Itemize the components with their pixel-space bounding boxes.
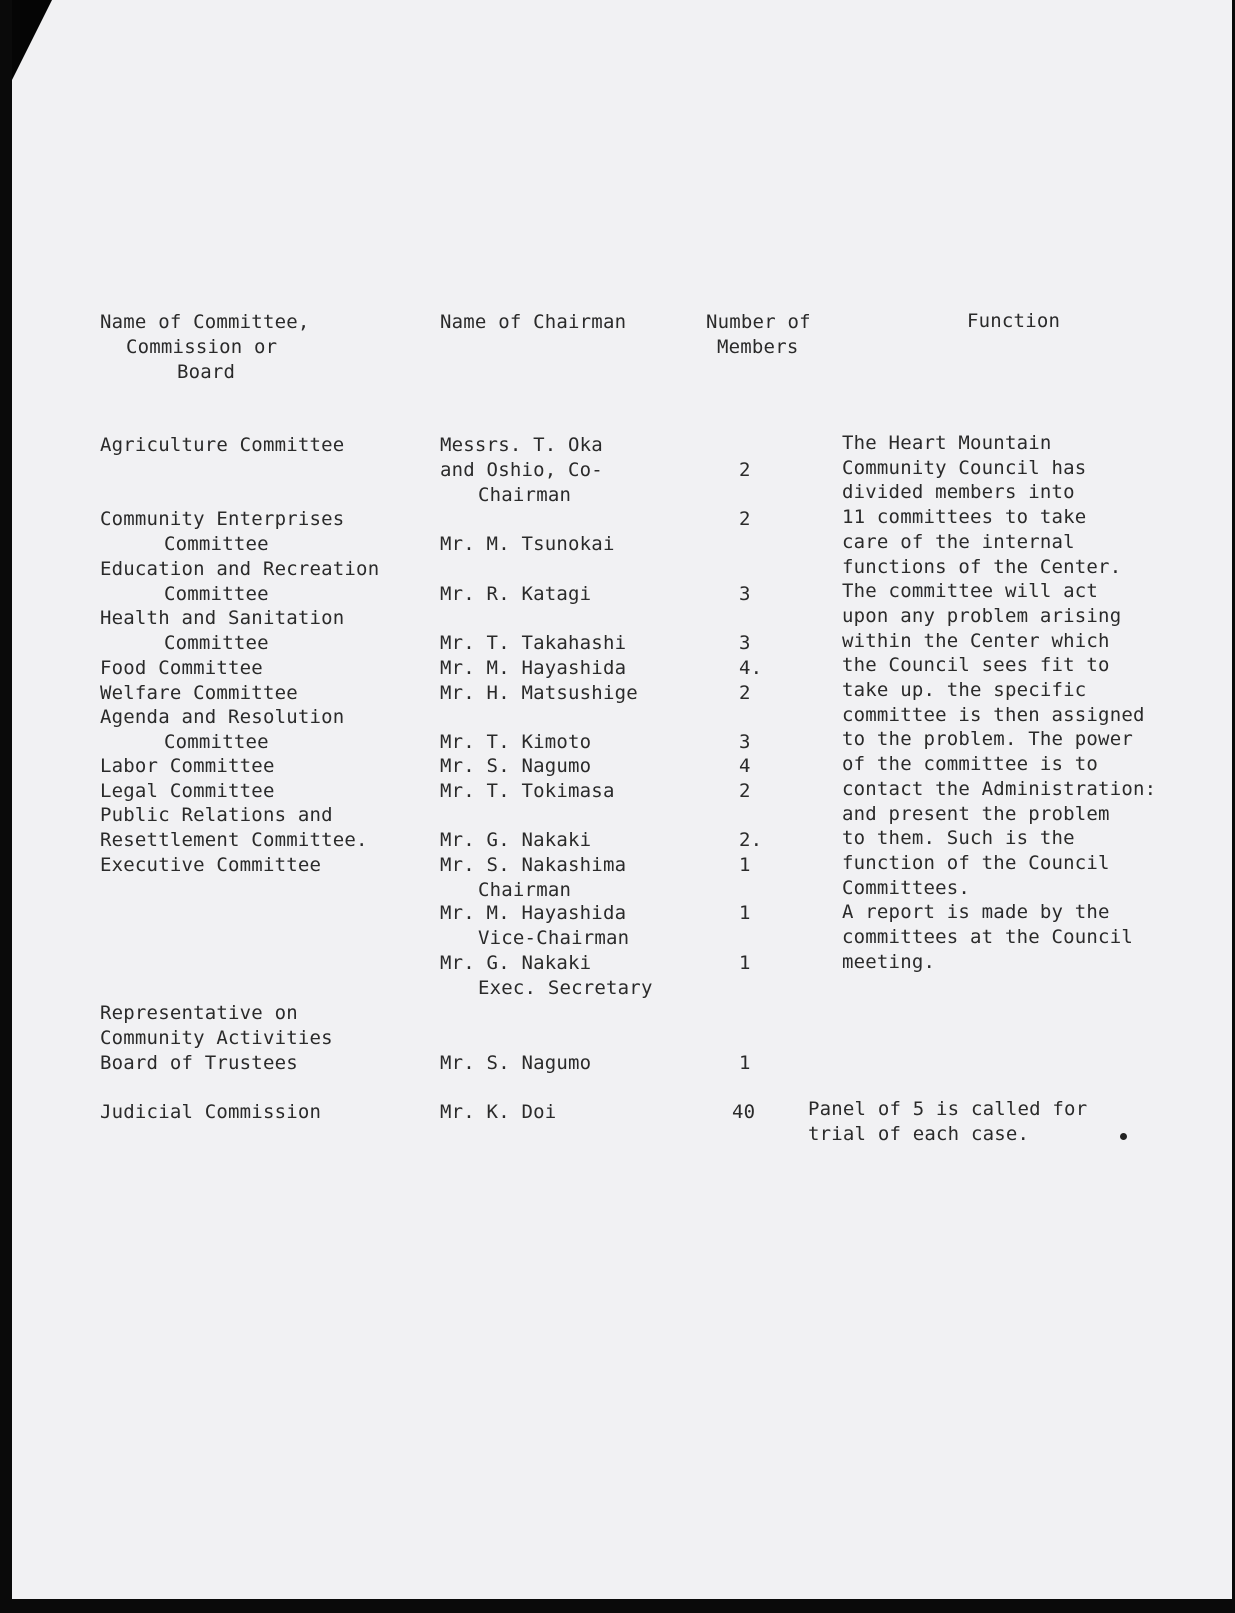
- committee-name: Committee: [164, 583, 269, 605]
- committee-name: Education and Recreation: [100, 558, 380, 580]
- function-line: committee is then assigned: [842, 704, 1145, 726]
- member-count: 1: [739, 952, 751, 974]
- function-line: upon any problem arising: [842, 605, 1122, 627]
- member-count: 1: [739, 902, 751, 924]
- chairman-name: Mr. H. Matsushige: [440, 682, 638, 704]
- committee-name: Board of Trustees: [100, 1052, 298, 1074]
- header-members-line-2: Members: [717, 336, 799, 358]
- committee-name: Executive Committee: [100, 854, 322, 876]
- function-line: to them. Such is the: [842, 827, 1075, 849]
- committee-name: Legal Committee: [100, 780, 275, 802]
- ink-speck: [1120, 1133, 1127, 1140]
- chairman-name: Mr. G. Nakaki: [440, 829, 592, 851]
- committee-name: Labor Committee: [100, 755, 275, 777]
- header-members-line-1: Number of: [706, 311, 811, 333]
- committee-name: Agenda and Resolution: [100, 706, 345, 728]
- committee-name: Welfare Committee: [100, 682, 298, 704]
- header-function: Function: [967, 310, 1061, 332]
- chairman-name: Mr. S. Nagumo: [440, 1052, 592, 1074]
- function-line: care of the internal: [842, 531, 1075, 553]
- chairman-name: Mr. K. Doi: [440, 1101, 557, 1123]
- function-text: Panel of 5 is called for: [808, 1098, 1088, 1120]
- function-line: to the problem. The power: [842, 728, 1133, 750]
- header-name-line-2: Commission or: [126, 336, 278, 358]
- function-line: The committee will act: [842, 580, 1099, 602]
- member-count: 40: [732, 1101, 756, 1123]
- member-count: 2: [739, 508, 751, 530]
- committee-name: Representative on: [100, 1002, 298, 1024]
- chairman-name: Mr. G. Nakaki: [440, 952, 592, 974]
- member-count: 3: [739, 583, 751, 605]
- member-count: 4.: [739, 657, 763, 679]
- function-line: divided members into: [842, 481, 1075, 503]
- function-line: and present the problem: [842, 803, 1110, 825]
- committee-name: Judicial Commission: [100, 1101, 322, 1123]
- chairman-name: Mr. M. Hayashida: [440, 902, 627, 924]
- committee-name: Health and Sanitation: [100, 607, 345, 629]
- chairman-name: Mr. M. Tsunokai: [440, 533, 615, 555]
- header-name-line-3: Board: [177, 361, 236, 383]
- function-line: meeting.: [842, 951, 936, 973]
- member-count: 2: [739, 780, 751, 802]
- committee-name: Community Enterprises: [100, 508, 345, 530]
- function-line: 11 committees to take: [842, 506, 1087, 528]
- member-count: 4: [739, 755, 751, 777]
- header-chairman: Name of Chairman: [440, 311, 627, 333]
- function-line: Committees.: [842, 877, 971, 899]
- function-line: Community Council has: [842, 457, 1087, 479]
- chairman-name: and Oshio, Co-: [440, 459, 603, 481]
- member-count: 2: [739, 682, 751, 704]
- chairman-name: Mr. T. Tokimasa: [440, 780, 615, 802]
- function-line: contact the Administration:: [842, 778, 1157, 800]
- function-text: trial of each case.: [808, 1123, 1030, 1145]
- member-count: 1: [739, 1052, 751, 1074]
- function-line: A report is made by the: [842, 901, 1110, 923]
- function-line: within the Center which: [842, 630, 1110, 652]
- function-line: The Heart Mountain: [842, 432, 1052, 454]
- committee-name: Community Activities: [100, 1027, 333, 1049]
- committee-name: Food Committee: [100, 657, 263, 679]
- chairman-title: Exec. Secretary: [478, 977, 653, 999]
- chairman-title: Vice-Chairman: [478, 927, 630, 949]
- function-line: function of the Council: [842, 852, 1110, 874]
- committee-name: Agriculture Committee: [100, 434, 345, 456]
- function-line: the Council sees fit to: [842, 654, 1110, 676]
- chairman-title: Chairman: [478, 879, 572, 901]
- function-line: of the committee is to: [842, 753, 1099, 775]
- chairman-name: Mr. S. Nagumo: [440, 755, 592, 777]
- committee-name: Committee: [164, 731, 269, 753]
- function-line: functions of the Center.: [842, 556, 1122, 578]
- committee-name: Resettlement Committee.: [100, 829, 368, 851]
- folded-corner: [12, 0, 52, 80]
- chairman-name: Mr. T. Takahashi: [440, 632, 627, 654]
- committee-name: Committee: [164, 533, 269, 555]
- member-count: 2: [739, 459, 751, 481]
- member-count: 1: [739, 854, 751, 876]
- member-count: 3: [739, 632, 751, 654]
- committee-name: Public Relations and: [100, 804, 333, 826]
- committee-name: Committee: [164, 632, 269, 654]
- function-line: take up. the specific: [842, 679, 1087, 701]
- chairman-name: Mr. M. Hayashida: [440, 657, 627, 679]
- chairman-title: Chairman: [478, 484, 572, 506]
- member-count: 2.: [739, 829, 763, 851]
- member-count: 3: [739, 731, 751, 753]
- chairman-name: Mr. T. Kimoto: [440, 731, 592, 753]
- header-name-line-1: Name of Committee,: [100, 311, 310, 333]
- chairman-name: Messrs. T. Oka: [440, 434, 603, 456]
- function-line: committees at the Council: [842, 926, 1133, 948]
- chairman-name: Mr. S. Nakashima: [440, 854, 627, 876]
- chairman-name: Mr. R. Katagi: [440, 583, 592, 605]
